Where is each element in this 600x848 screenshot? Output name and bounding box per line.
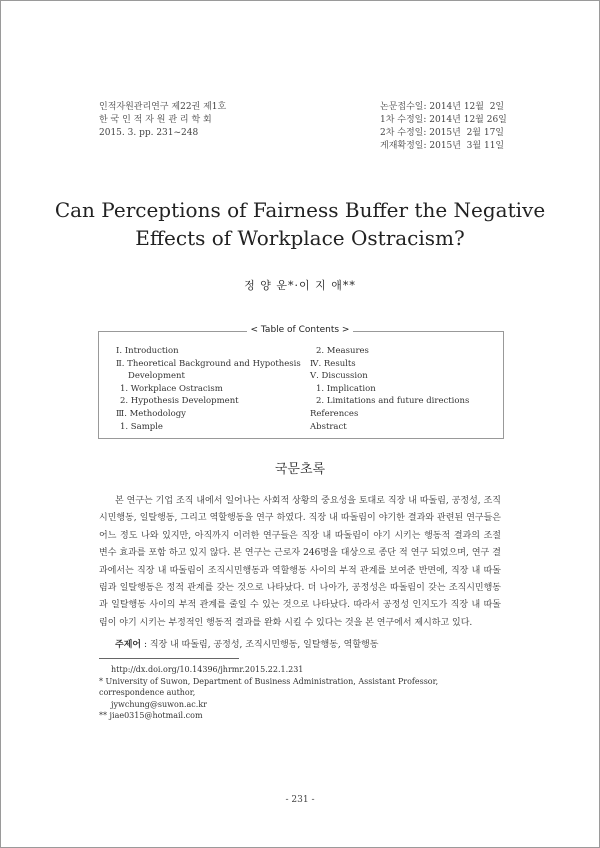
journal-info: [99, 101, 226, 140]
footnote-author1-email[interactable]: jywchung@suwon.ac.kr: [111, 699, 207, 709]
toc-item: 1. Sample: [120, 421, 163, 432]
toc-item: Development: [128, 371, 185, 382]
issue-pages: 2015. 3. pp. 231~248: [99, 128, 199, 138]
authors: 정 양 운*·이 지 애**: [244, 279, 356, 292]
toc-item: 1. Implication: [316, 383, 376, 394]
page-number: - 231 -: [285, 795, 315, 805]
keywords-list: : 직장 내 따돌림, 공정성, 조직시민행동, 일탈행동, 역할행동: [141, 640, 379, 650]
toc-item: 2. Hypothesis Development: [120, 396, 239, 407]
toc-item: Ⅴ. Discussion: [310, 371, 368, 382]
title-line-2: Effects of Workplace Ostracism?: [135, 226, 465, 250]
accepted-date: 게재확정일: 2015년 3월 11일: [380, 141, 505, 151]
footnotes: [99, 664, 504, 722]
toc-item: Abstract: [310, 421, 347, 432]
abstract-body: 본 연구는 기업 조직 내에서 일어나는 사회적 상황의 중요성을 토대로 직장 내 따돌림, 공정성, 조직시민행동, 일탈행동, 그리고 역할행동을 연구 하였다. 직장 내 따돌림이 야기한 결과와 관련된 연구들은 어느 정도 나와 있지만, 아직까지 이러한 연구들은 직장 내 따돌림이 야기 시키는 행동적 결과의 조절 변수 효과를 포함 하고 있지 않다. 본 연구는 근로자 246명을 대상으로 종단 적 연구 되었으며, 연구 결과에서는 직장 내 따돌림이 조직시민행동과 역할행동 사이의 부적 관계를 보여준 반면에, 직장 내 따돌림과 일탈행동은 정적 관계를 갖는 것으로 나타났다. 더 나아가, 공정성은 따돌림이 갖는 조직시민행동과 일탈행동 사이의 부적 관계를 줄일 수 있는 것으로 나타났다. 따라서 공정성 인지도가 직장 내 따돌림이 야기 시키는 부정적인 행동적 결과를 완화 시킬 수 있다는 것을 본 연구에서 제시하고 있다.: [99, 496, 501, 628]
paper-title: [0, 196, 600, 252]
revision2-date: 2차 수정일: 2015년 2월 17일: [380, 128, 505, 138]
footnote-author1: * University of Suwon, Department of Business Administration, Assistant Professor, correspondence author,: [99, 676, 439, 697]
revision1-date: 1차 수정일: 2014년 12월 26일: [380, 115, 507, 125]
footnote-rule: [99, 658, 239, 659]
journal-name: 인적자원관리연구 제22권 제1호: [99, 102, 227, 112]
society-name: 한 국 인 적 자 원 관 리 학 회: [99, 115, 212, 125]
toc-item: Ⅰ. Introduction: [116, 346, 179, 356]
toc-item: 2. Limitations and future directions: [316, 396, 470, 407]
toc-item: Ⅳ. Results: [310, 358, 356, 369]
keywords-label: 주제어: [115, 640, 142, 650]
keywords: [115, 637, 378, 650]
toc-right-column: [310, 345, 469, 433]
footnote-author2[interactable]: ** jiae0315@hotmail.com: [99, 711, 203, 720]
toc-item: 1. Workplace Ostracism: [120, 383, 223, 394]
toc-item: References: [310, 408, 359, 419]
toc-item: Ⅱ. Theoretical Background and Hypothesis: [116, 358, 301, 369]
received-date: 논문접수일: 2014년 12월 2일: [380, 102, 505, 112]
toc-left-column: [116, 345, 301, 433]
toc-item: 2. Measures: [316, 346, 369, 356]
abstract-heading: 국문초록: [274, 462, 326, 477]
toc-item: Ⅲ. Methodology: [116, 408, 186, 419]
toc-title: < Table of Contents >: [0, 325, 600, 335]
title-line-1: Can Perceptions of Fairness Buffer the Negative: [54, 198, 546, 222]
submission-dates: [380, 101, 507, 153]
doi-link[interactable]: http://dx.doi.org/10.14396/jhrmr.2015.22.1.231: [111, 665, 304, 674]
